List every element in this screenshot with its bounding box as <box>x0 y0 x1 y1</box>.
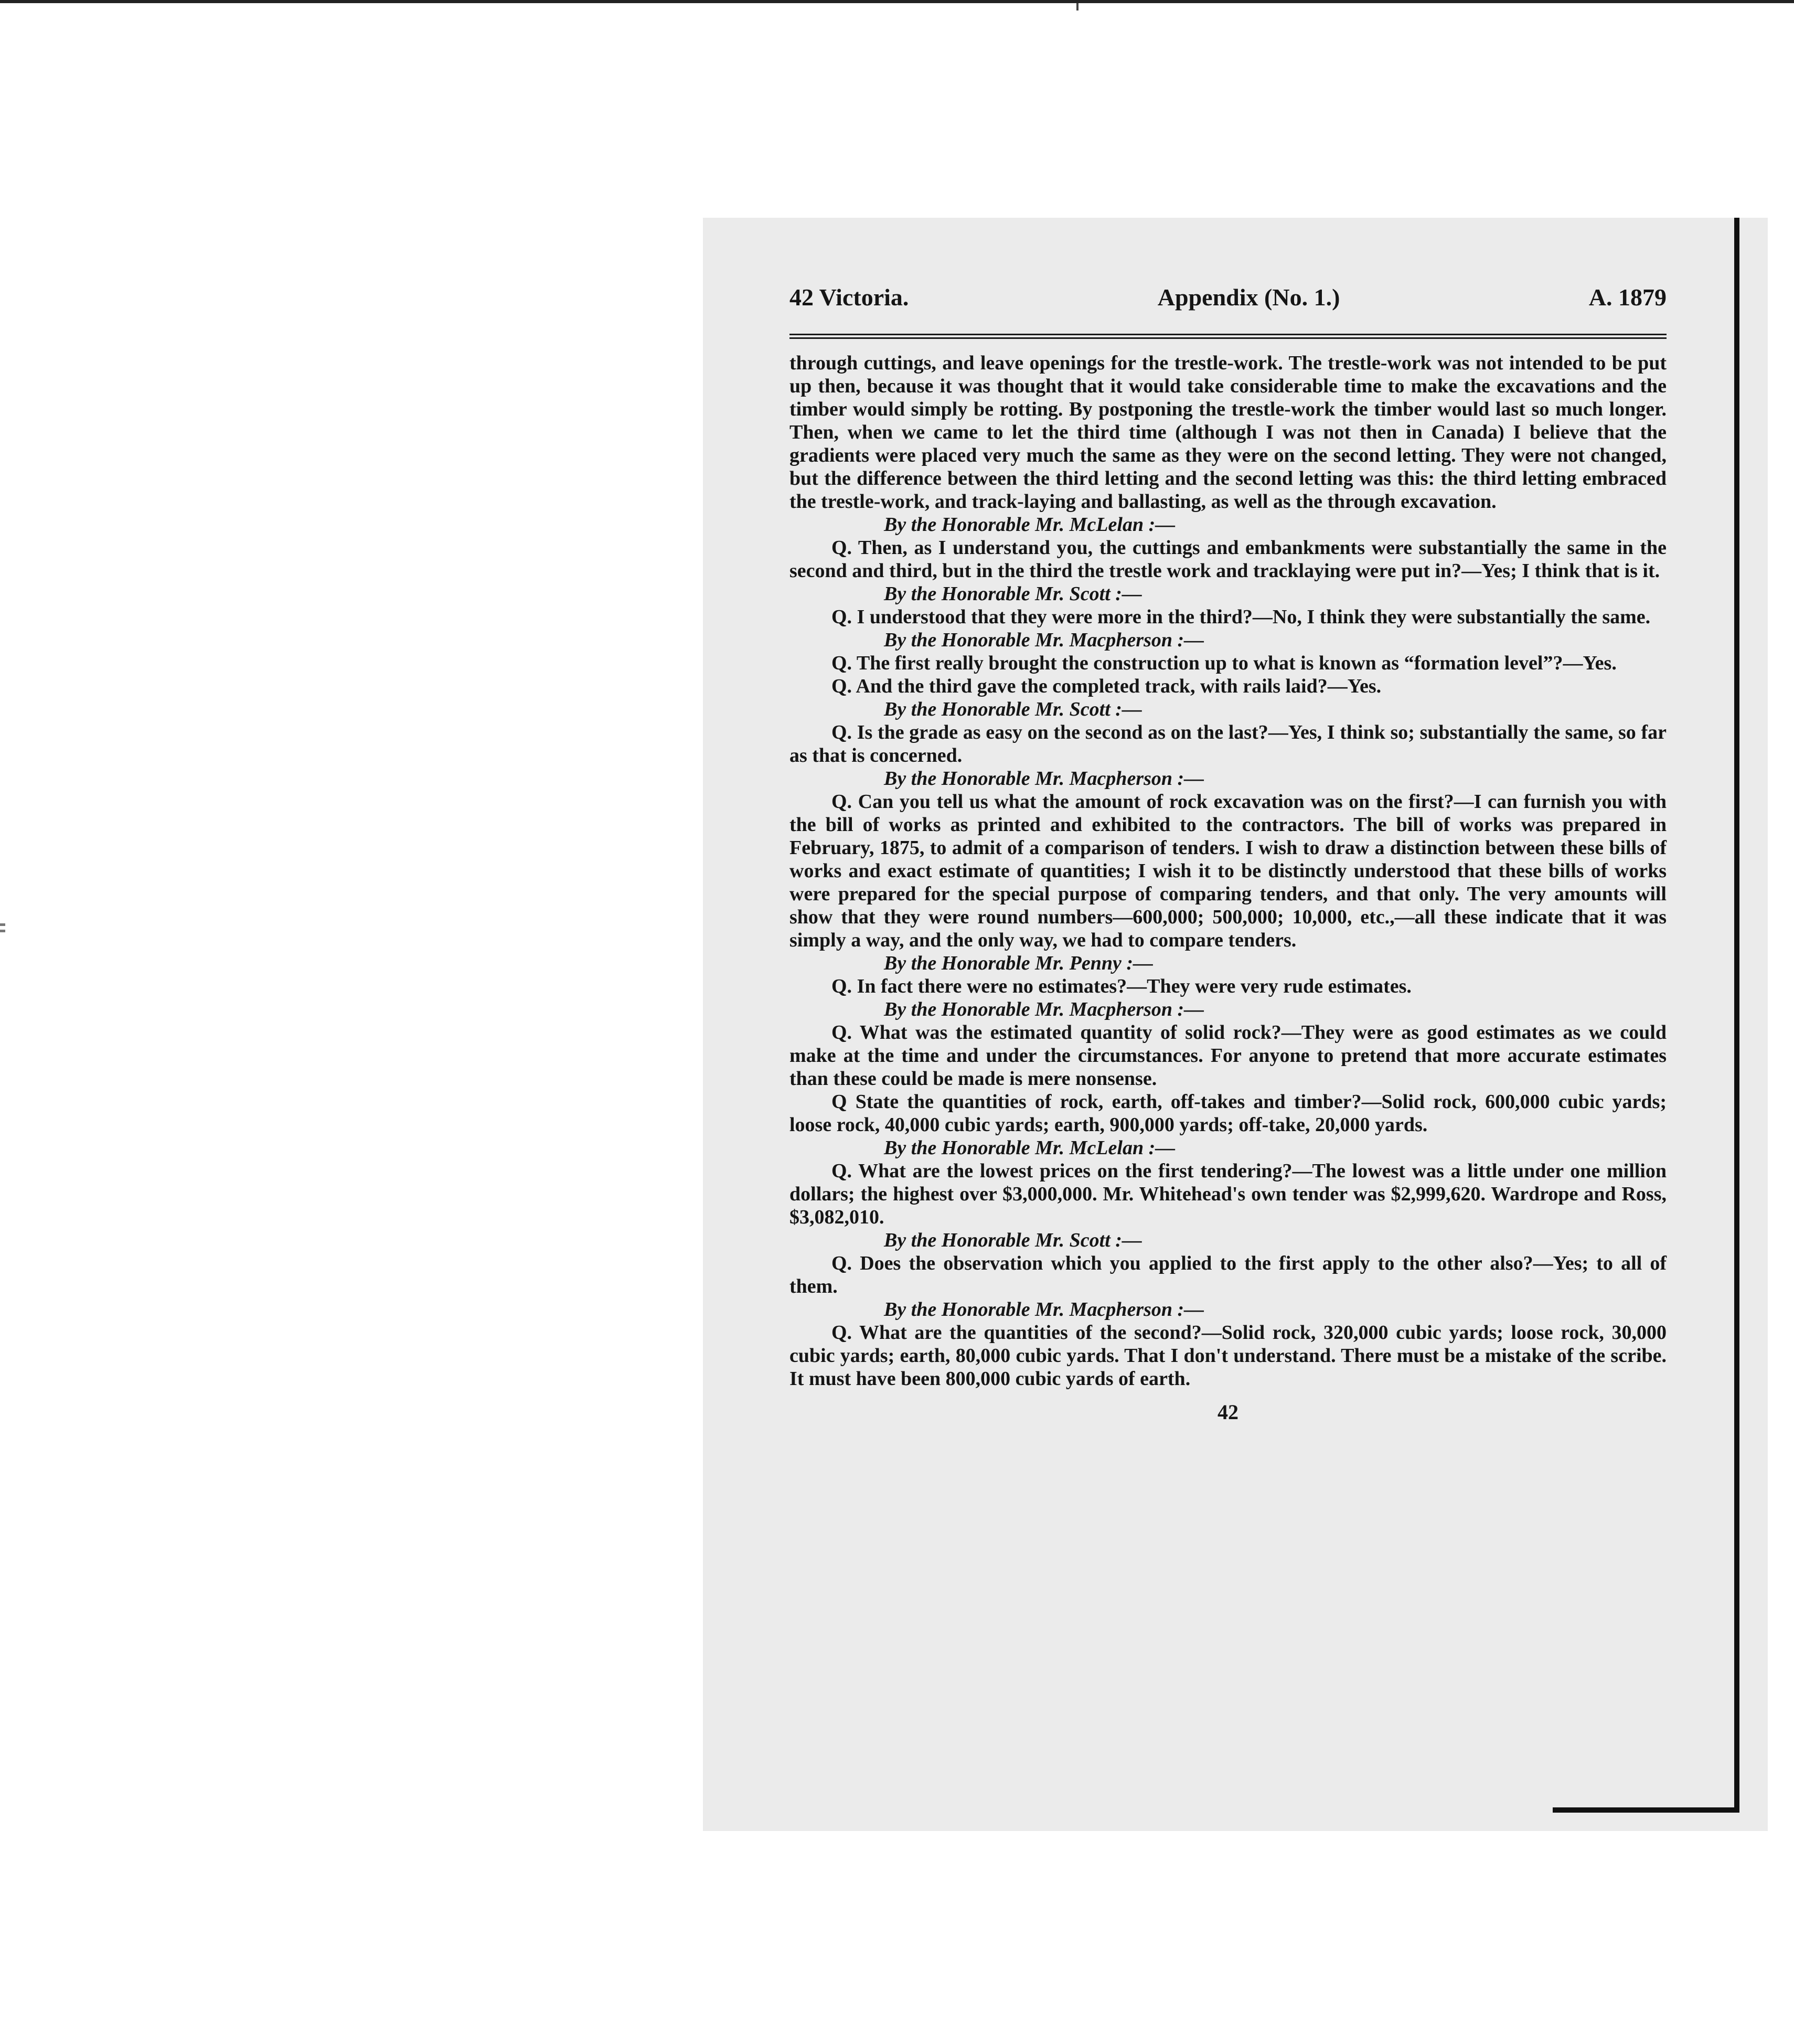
text-column <box>789 283 1667 1424</box>
speaker-heading: By the Honorable Mr. Scott :— <box>884 698 1142 720</box>
speaker-heading: By the Honorable Mr. McLelan :— <box>884 1137 1176 1159</box>
running-head <box>789 283 1667 315</box>
page-number: 42 <box>1218 1400 1238 1424</box>
question-answer: Q. Is the grade as easy on the second as on the last?—Yes, I think so; substantially the same, so far as that is concerned. <box>789 721 1667 766</box>
question-answer: Q. Then, as I understand you, the cuttings and embankments were substantially the same in the second and third, but in the third the trestle work and tracklaying were put in?—Yes; I think that is it. <box>789 537 1667 582</box>
header-appendix: Appendix (No. 1.) <box>1157 284 1340 311</box>
question-answer: Q. And the third gave the completed track, with rails laid?—Yes. <box>831 675 1382 697</box>
speaker-heading: By the Honorable Mr. Macpherson :— <box>884 998 1204 1020</box>
speaker-heading: By the Honorable Mr. Macpherson :— <box>884 1298 1204 1321</box>
question-answer: Q. Can you tell us what the amount of rock excavation was on the first?—I can furnish you with the bill of works as printed and exhibited to the contractors. The bill of works was prepared in February, 1875, to admit of a comparison of tenders. I wish to draw a distinction between these bills of works and exact estimate of quantities; I wish it to be distinctly understood that these bills of works were prepared for the special purpose of comparing tenders, and that only. The very amounts will show that they were round numbers—600,000; 500,000; 10,000, etc.,—all these indicate that it was simply a way, and the only way, we had to compare tenders. <box>789 791 1667 951</box>
scan-top-edge <box>0 0 1794 3</box>
header-session: A. 1879 <box>1588 284 1667 311</box>
scan-top-mark <box>1076 3 1078 10</box>
question-answer: Q. Does the observation which you applied to the first apply to the other also?—Yes; to all of them. <box>789 1252 1667 1297</box>
speaker-heading: By the Honorable Mr. Scott :— <box>884 1229 1142 1251</box>
body-text <box>789 352 1667 1390</box>
question-answer: Q State the quantities of rock, earth, off-takes and timber?—Solid rock, 600,000 cubic yards; loose rock, 40,000 cubic yards; earth, 900,000 yards; off-take, 20,000 yards. <box>789 1091 1667 1136</box>
speaker-heading: By the Honorable Mr. Macpherson :— <box>884 629 1204 651</box>
facing-page-edge-horizontal <box>1553 1807 1739 1813</box>
question-answer: Q. What are the quantities of the second?—Solid rock, 320,000 cubic yards; loose rock, 30,000 cubic yards; earth, 80,000 cubic yards. That I don't understand. There must be a mistake of the scribe. It must have been 800,000 cubic yards of earth. <box>789 1322 1667 1390</box>
question-answer: Q. In fact there were no estimates?—They were very rude estimates. <box>831 975 1412 997</box>
header-double-rule <box>789 334 1667 339</box>
facing-page-edge-vertical <box>1734 218 1739 1813</box>
scan-specks <box>0 923 7 934</box>
question-answer: Q. I understood that they were more in the third?—No, I think they were substantially the same. <box>831 606 1651 628</box>
header-volume: 42 Victoria. <box>789 284 909 311</box>
speaker-heading: By the Honorable Mr. Penny :— <box>884 952 1154 974</box>
question-answer: Q. What are the lowest prices on the first tendering?—The lowest was a little under one million dollars; the highest over $3,000,000. Mr. Whitehead's own tender was $2,999,620. Wardrope and Ross, $3,082,010. <box>789 1160 1667 1228</box>
speaker-heading: By the Honorable Mr. Scott :— <box>884 583 1142 605</box>
continued-paragraph: through cuttings, and leave openings for the trestle-work. The trestle-work was not intended to be put up then, because it was thought that it would take considerable time to make the excavations and the timber would simply be rotting. By postponing the trestle-work the timber would last so much longer. Then, when we came to let the third time (although I was not then in Canada) I believe that the gradients were placed very much the same as they were on the second letting. They were not changed, but the difference between the third letting and the second letting was this: the third letting embraced the trestle-work, and track-laying and ballasting, as well as the through excavation. <box>789 352 1667 513</box>
speaker-heading: By the Honorable Mr. Macpherson :— <box>884 768 1204 790</box>
speaker-heading: By the Honorable Mr. McLelan :— <box>884 514 1176 536</box>
question-answer: Q. The first really brought the construction up to what is known as “formation level”?—Yes. <box>831 652 1617 674</box>
question-answer: Q. What was the estimated quantity of solid rock?—They were as good estimates as we could make at the time and under the circumstances. For anyone to pretend that more accurate estimates than these could be made is mere nonsense. <box>789 1021 1667 1090</box>
